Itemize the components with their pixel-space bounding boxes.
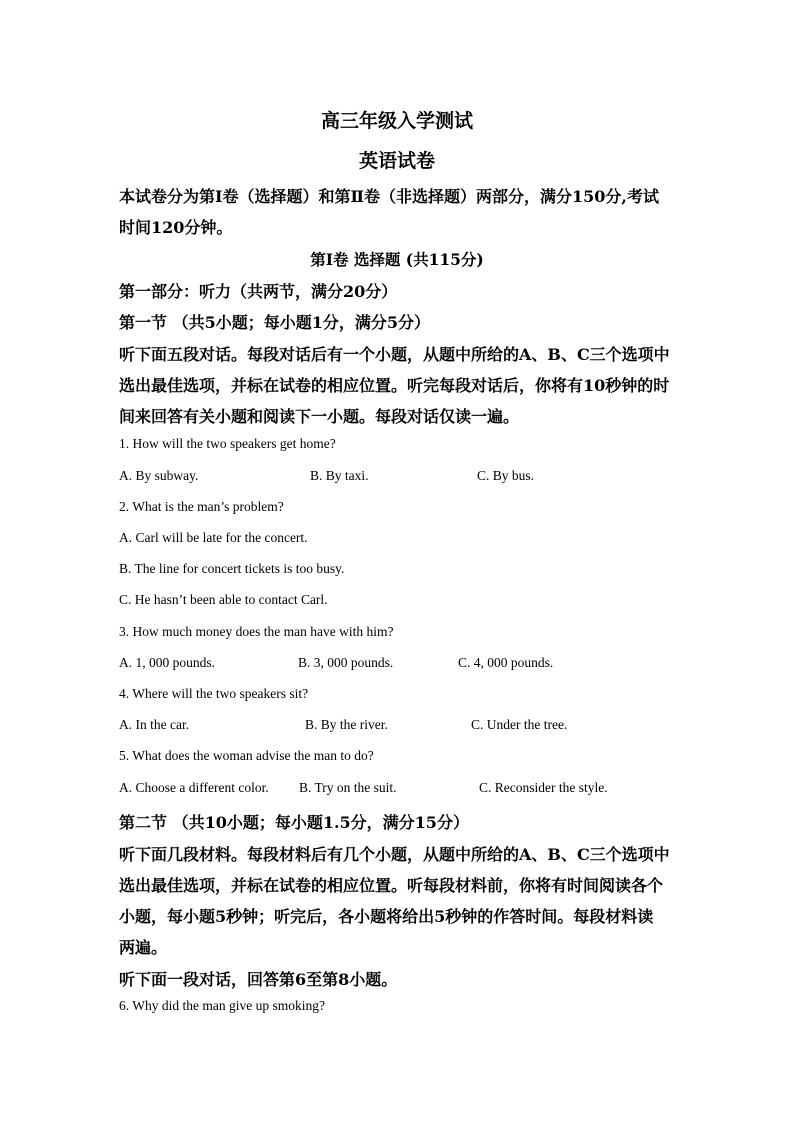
question-2-option-c: C. He hasn’t been able to contact Carl. (119, 592, 328, 607)
question-4: 4. Where will the two speakers sit? (119, 686, 309, 701)
part1-title: 第一部分：听力（共两节，满分20分） (119, 282, 398, 301)
section2-instruction-4: 两遍。 (119, 938, 168, 957)
page-subtitle: 英语试卷 (358, 150, 435, 172)
question-1-option-a: A. By subway. (119, 468, 199, 483)
question-5-option-a: A. Choose a different color. (119, 780, 269, 795)
question-2-option-b: B. The line for concert tickets is too busy. (119, 561, 345, 576)
section1-title: 第一节 （共5小题；每小题1分，满分5分） (119, 313, 430, 332)
question-4-option-b: B. By the river. (305, 717, 388, 732)
section2-instruction-2: 选出最佳选项，并标在试卷的相应位置。听每段材料前，你将有时间阅读各个 (119, 876, 664, 895)
section2-instruction-1: 听下面几段材料。每段材料后有几个小题，从题中所给的A、B、C三个选项中 (119, 845, 670, 864)
question-3-option-a: A. 1, 000 pounds. (119, 655, 216, 670)
question-2: 2. What is the man’s problem? (119, 499, 284, 514)
page-title: 高三年级入学测试 (320, 110, 473, 132)
question-1: 1. How will the two speakers get home? (119, 436, 336, 451)
question-6: 6. Why did the man give up smoking? (119, 998, 325, 1013)
question-4-option-c: C. Under the tree. (471, 717, 568, 732)
intro-line-1: 本试卷分为第Ⅰ卷（选择题）和第Ⅱ卷（非选择题）两部分，满分150分,考试 (119, 187, 659, 206)
dialog-intro: 听下面一段对话，回答第6至第8小题。 (119, 970, 398, 989)
section2-title: 第二节 （共10小题；每小题1.5分，满分15分） (119, 813, 469, 832)
volume1-title: 第Ⅰ卷 选择题 (共115分) (310, 250, 484, 269)
question-1-option-b: B. By taxi. (310, 468, 369, 483)
section1-instruction-1: 听下面五段对话。每段对话后有一个小题，从题中所给的A、B、C三个选项中 (119, 345, 670, 364)
question-1-option-c: C. By bus. (477, 468, 535, 483)
question-4-option-a: A. In the car. (119, 717, 190, 732)
question-5-option-c: C. Reconsider the style. (479, 780, 608, 795)
question-3: 3. How much money does the man have with him? (119, 624, 394, 639)
section1-instruction-3: 间来回答有关小题和阅读下一小题。每段对话仅读一遍。 (119, 407, 520, 426)
intro-line-2: 时间120分钟。 (119, 218, 233, 237)
section2-instruction-3: 小题，每小题5秒钟；听完后，各小题将给出5秒钟的作答时间。每段材料读 (119, 907, 654, 926)
question-5: 5. What does the woman advise the man to do? (119, 748, 374, 763)
section1-instruction-2: 选出最佳选项，并标在试卷的相应位置。听完每段对话后，你将有10秒钟的时 (119, 376, 670, 395)
question-3-option-c: C. 4, 000 pounds. (458, 655, 554, 670)
question-3-option-b: B. 3, 000 pounds. (298, 655, 394, 670)
question-5-option-b: B. Try on the suit. (299, 780, 397, 795)
question-2-option-a: A. Carl will be late for the concert. (119, 530, 308, 545)
